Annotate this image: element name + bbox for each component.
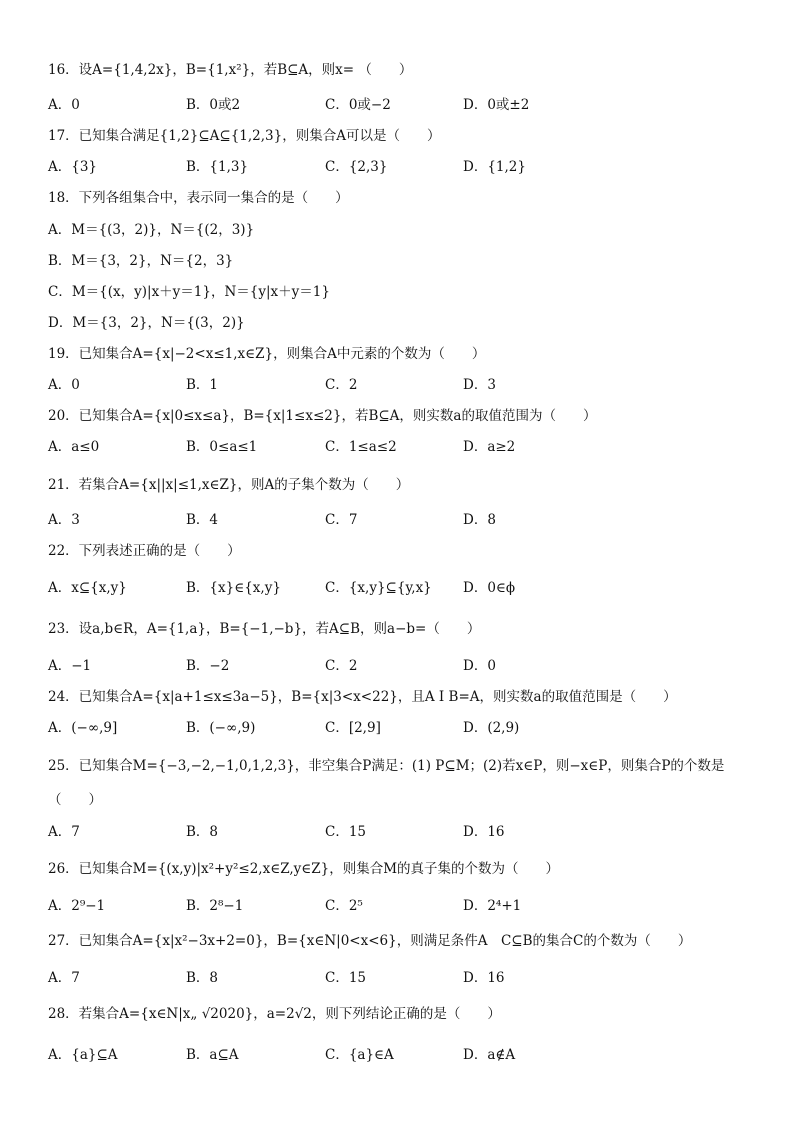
- option-a: A．{a}⊆A: [48, 1047, 118, 1063]
- option-a: A．0: [48, 97, 80, 113]
- question-23-stem: 23．设a,b∈R，A={1,a}，B={−1,−b}，若A⊆B，则a−b=（ ）: [48, 621, 481, 637]
- option-d: D．(2,9): [463, 720, 520, 736]
- question-25-stem: 25．已知集合M={−3,−2,−1,0,1,2,3}，非空集合P满足：(1) P⊆M；(2)若x∈P，则−x∈P，则集合P的个数是（ ）: [48, 758, 725, 808]
- option-b: B．(−∞,9): [186, 720, 256, 736]
- option-d: D．3: [463, 377, 496, 393]
- question-17-stem: 17．已知集合满足{1,2}⊆A⊆{1,2,3}，则集合A可以是（ ）: [48, 128, 441, 144]
- question-27-options: [48, 969, 768, 987]
- question-18-line-b: B．M＝{3，2}，N＝{2，3}: [48, 253, 234, 269]
- question-16-options: [48, 96, 768, 114]
- question-23-options: [48, 657, 768, 675]
- option-a: A．{3}: [48, 159, 98, 175]
- question-19-options: [48, 376, 768, 394]
- option-c: C．1≤a≤2: [325, 439, 397, 455]
- option-d: D．a∉A: [463, 1047, 516, 1063]
- option-d: D．16: [463, 824, 505, 840]
- question-18-stem: 18．下列各组集合中，表示同一集合的是（ ）: [48, 190, 349, 206]
- option-b: B．0或2: [186, 97, 241, 113]
- question-21-stem: 21．若集合A={x||x|≤1,x∈Z}，则A的子集个数为（ ）: [48, 477, 410, 493]
- option-c: C．15: [325, 970, 367, 986]
- option-c: C．15: [325, 824, 367, 840]
- question-21-options: [48, 511, 768, 529]
- option-c: C．7: [325, 512, 358, 528]
- option-a: A．3: [48, 512, 80, 528]
- question-19-stem: 19．已知集合A={x|−2<x≤1,x∈Z}，则集合A中元素的个数为（ ）: [48, 346, 486, 362]
- question-17-options: [48, 158, 768, 176]
- question-20-stem: 20．已知集合A={x|0≤x≤a}，B={x|1≤x≤2}，若B⊆A，则实数a的取值范围为（ ）: [48, 408, 597, 424]
- option-b: B．0≤a≤1: [186, 439, 258, 455]
- option-a: A．0: [48, 377, 80, 393]
- option-c: C．2: [325, 658, 358, 674]
- option-d: D．{1,2}: [463, 159, 526, 175]
- option-b: B．4: [186, 512, 219, 528]
- option-d: D．a≥2: [463, 439, 516, 455]
- option-d: D．0: [463, 658, 496, 674]
- option-a: A．7: [48, 970, 80, 986]
- option-c: C．2: [325, 377, 358, 393]
- option-a: A．2⁹−1: [48, 898, 106, 914]
- question-22-options: [48, 579, 768, 597]
- option-c: C．{2,3}: [325, 159, 388, 175]
- question-18-line-d: D．M＝{3，2}，N＝{(3，2)}: [48, 315, 245, 331]
- option-a: A．a≤0: [48, 439, 100, 455]
- option-a: A．(−∞,9]: [48, 720, 118, 736]
- option-b: B．8: [186, 970, 219, 986]
- question-18-line-c: C．M＝{(x，y)|x＋y＝1}，N＝{y|x＋y＝1}: [48, 284, 330, 300]
- option-d: D．2⁴+1: [463, 898, 522, 914]
- option-b: B．1: [186, 377, 219, 393]
- option-c: C．{x,y}⊆{y,x}: [325, 580, 432, 596]
- question-25-options: [48, 823, 768, 841]
- option-b: B．{x}∈{x,y}: [186, 580, 281, 596]
- question-20-options: [48, 438, 768, 456]
- question-24-stem: 24．已知集合A={x|a+1≤x≤3a−5}，B={x|3<x<22}，且A I B=A，则实数a的取值范围是（ ）: [48, 689, 677, 705]
- option-a: A．x⊆{x,y}: [48, 580, 127, 596]
- option-b: B．2⁸−1: [186, 898, 244, 914]
- option-b: B．a⊆A: [186, 1047, 239, 1063]
- option-c: C．[2,9]: [325, 720, 381, 736]
- option-c: C．2⁵: [325, 898, 363, 914]
- question-24-options: [48, 719, 768, 737]
- option-b: B．−2: [186, 658, 230, 674]
- question-26-options: [48, 897, 768, 915]
- question-26-stem: 26．已知集合M={(x,y)|x²+y²≤2,x∈Z,y∈Z}，则集合M的真子集的个数为（ ）: [48, 861, 560, 877]
- question-28-options: [48, 1046, 768, 1064]
- option-b: B．8: [186, 824, 219, 840]
- option-d: D．16: [463, 970, 505, 986]
- option-d: D．0或±2: [463, 97, 530, 113]
- question-22-stem: 22．下列表述正确的是（ ）: [48, 543, 241, 559]
- option-d: D．0∈ϕ: [463, 580, 516, 596]
- question-18-line-a: A．M＝{(3，2)}，N＝{(2，3)}: [48, 222, 255, 238]
- question-16-stem: 16．设A={1,4,2x}，B={1,x²}，若B⊆A，则x= （ ）: [48, 62, 413, 78]
- option-d: D．8: [463, 512, 496, 528]
- question-28-stem: 28．若集合A={x∈N|x„ √2020}，a=2√2，则下列结论正确的是（ ）: [48, 1006, 501, 1022]
- option-b: B．{1,3}: [186, 159, 249, 175]
- option-a: A．−1: [48, 658, 92, 674]
- option-c: C．0或−2: [325, 97, 391, 113]
- option-c: C．{a}∈A: [325, 1047, 394, 1063]
- option-a: A．7: [48, 824, 80, 840]
- question-27-stem: 27．已知集合A={x|x²−3x+2=0}，B={x∈N|0<x<6}，则满足条件A C⊆B的集合C的个数为（ ）: [48, 933, 692, 949]
